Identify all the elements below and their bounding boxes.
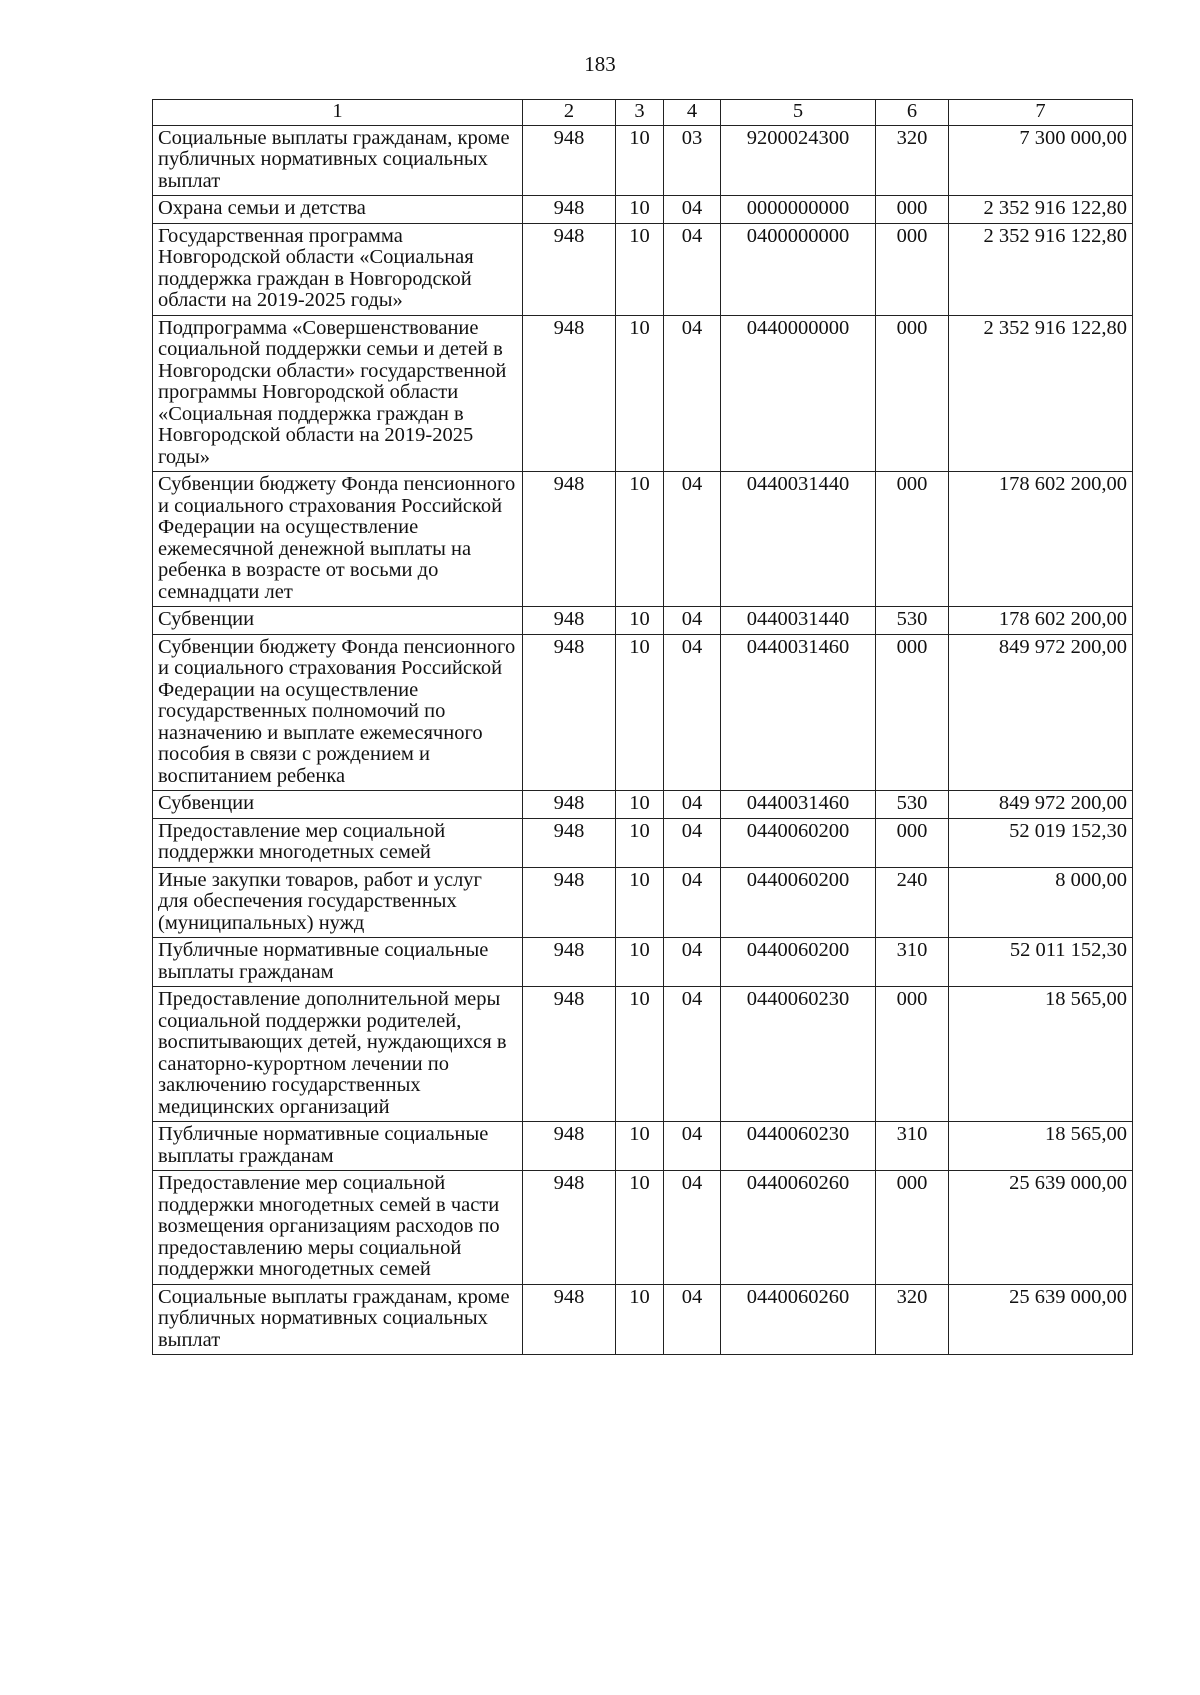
row-amount-cell: 2 352 916 122,80 (949, 315, 1133, 472)
row-expense-type-cell: 000 (876, 1171, 949, 1285)
row-expense-type-cell: 000 (876, 987, 949, 1122)
row-amount-cell: 18 565,00 (949, 987, 1133, 1122)
column-header-6: 6 (876, 100, 949, 126)
row-grbs-cell: 948 (523, 223, 616, 315)
row-grbs-cell: 948 (523, 1171, 616, 1285)
row-amount-cell: 7 300 000,00 (949, 125, 1133, 196)
row-subsection-cell: 04 (664, 472, 721, 607)
table-row (153, 1122, 1133, 1171)
row-section-cell: 10 (616, 1284, 664, 1355)
row-expense-type-cell: 000 (876, 634, 949, 791)
row-subsection-cell: 04 (664, 607, 721, 635)
row-name-cell: Социальные выплаты гражданам, кроме публичных нормативных социальных выплат (153, 125, 523, 196)
table-row (153, 607, 1133, 635)
row-subsection-cell: 04 (664, 315, 721, 472)
row-section-cell: 10 (616, 938, 664, 987)
table-row (153, 634, 1133, 791)
column-header-7: 7 (949, 100, 1133, 126)
row-grbs-cell: 948 (523, 634, 616, 791)
row-section-cell: 10 (616, 196, 664, 224)
row-section-cell: 10 (616, 987, 664, 1122)
row-grbs-cell: 948 (523, 938, 616, 987)
row-subsection-cell: 04 (664, 938, 721, 987)
row-grbs-cell: 948 (523, 1122, 616, 1171)
row-amount-cell: 178 602 200,00 (949, 472, 1133, 607)
row-grbs-cell: 948 (523, 315, 616, 472)
row-amount-cell: 2 352 916 122,80 (949, 223, 1133, 315)
table-row (153, 818, 1133, 867)
table-row (153, 987, 1133, 1122)
row-target-article-cell: 0440031440 (721, 472, 876, 607)
row-section-cell: 10 (616, 472, 664, 607)
table-row (153, 791, 1133, 819)
row-section-cell: 10 (616, 1122, 664, 1171)
row-section-cell: 10 (616, 223, 664, 315)
row-grbs-cell: 948 (523, 867, 616, 938)
row-target-article-cell: 0000000000 (721, 196, 876, 224)
column-header-1: 1 (153, 100, 523, 126)
row-grbs-cell: 948 (523, 818, 616, 867)
row-name-cell: Социальные выплаты гражданам, кроме публичных нормативных социальных выплат (153, 1284, 523, 1355)
column-header-5: 5 (721, 100, 876, 126)
row-expense-type-cell: 530 (876, 791, 949, 819)
row-section-cell: 10 (616, 818, 664, 867)
row-target-article-cell: 0440060230 (721, 1122, 876, 1171)
row-expense-type-cell: 320 (876, 1284, 949, 1355)
row-name-cell: Подпрограмма «Совершенствование социальной поддержки семьи и детей в Новгородски области» государственной программы Новгородской области «Социальная поддержка граждан в Новгородской области на 2019-2025 годы» (153, 315, 523, 472)
row-expense-type-cell: 000 (876, 223, 949, 315)
row-expense-type-cell: 320 (876, 125, 949, 196)
row-section-cell: 10 (616, 125, 664, 196)
table-row (153, 938, 1133, 987)
row-target-article-cell: 0440031460 (721, 791, 876, 819)
row-name-cell: Публичные нормативные социальные выплаты гражданам (153, 1122, 523, 1171)
row-section-cell: 10 (616, 634, 664, 791)
row-target-article-cell: 0440060230 (721, 987, 876, 1122)
row-amount-cell: 2 352 916 122,80 (949, 196, 1133, 224)
row-name-cell: Охрана семьи и детства (153, 196, 523, 224)
table-header-row (153, 100, 1133, 126)
row-amount-cell: 25 639 000,00 (949, 1171, 1133, 1285)
row-expense-type-cell: 000 (876, 196, 949, 224)
row-target-article-cell: 0440060260 (721, 1171, 876, 1285)
row-name-cell: Субвенции бюджету Фонда пенсионного и социального страхования Российской Федерации на осуществление государственных полномочий по назначению и выплате ежемесячного пособия в связи с рождением и воспитанием ребенка (153, 634, 523, 791)
row-expense-type-cell: 310 (876, 938, 949, 987)
row-subsection-cell: 04 (664, 791, 721, 819)
row-amount-cell: 849 972 200,00 (949, 634, 1133, 791)
row-grbs-cell: 948 (523, 472, 616, 607)
row-subsection-cell: 04 (664, 1122, 721, 1171)
row-grbs-cell: 948 (523, 196, 616, 224)
table-row (153, 196, 1133, 224)
row-amount-cell: 25 639 000,00 (949, 1284, 1133, 1355)
row-expense-type-cell: 000 (876, 818, 949, 867)
row-section-cell: 10 (616, 867, 664, 938)
table-row (153, 223, 1133, 315)
row-grbs-cell: 948 (523, 607, 616, 635)
row-expense-type-cell: 310 (876, 1122, 949, 1171)
row-amount-cell: 52 011 152,30 (949, 938, 1133, 987)
row-name-cell: Публичные нормативные социальные выплаты гражданам (153, 938, 523, 987)
row-subsection-cell: 04 (664, 634, 721, 791)
row-target-article-cell: 0440031440 (721, 607, 876, 635)
row-amount-cell: 8 000,00 (949, 867, 1133, 938)
row-subsection-cell: 04 (664, 818, 721, 867)
row-name-cell: Предоставление дополнительной меры социальной поддержки родителей, воспитывающих детей, нуждающихся в санаторно-курортном лечении по заключению государственных медицинских организаций (153, 987, 523, 1122)
row-grbs-cell: 948 (523, 791, 616, 819)
table-row (153, 315, 1133, 472)
column-header-4: 4 (664, 100, 721, 126)
row-grbs-cell: 948 (523, 1284, 616, 1355)
row-target-article-cell: 0440060200 (721, 867, 876, 938)
row-name-cell: Государственная программа Новгородской области «Социальная поддержка граждан в Новгородской области на 2019-2025 годы» (153, 223, 523, 315)
row-expense-type-cell: 240 (876, 867, 949, 938)
row-expense-type-cell: 530 (876, 607, 949, 635)
budget-table (152, 99, 1133, 1355)
row-expense-type-cell: 000 (876, 315, 949, 472)
row-target-article-cell: 0440031460 (721, 634, 876, 791)
row-subsection-cell: 04 (664, 1284, 721, 1355)
row-target-article-cell: 0400000000 (721, 223, 876, 315)
column-header-2: 2 (523, 100, 616, 126)
row-name-cell: Субвенции (153, 607, 523, 635)
row-name-cell: Субвенции (153, 791, 523, 819)
row-target-article-cell: 0440060260 (721, 1284, 876, 1355)
row-section-cell: 10 (616, 1171, 664, 1285)
row-target-article-cell: 0440000000 (721, 315, 876, 472)
table-row (153, 1171, 1133, 1285)
table-row (153, 125, 1133, 196)
row-section-cell: 10 (616, 315, 664, 472)
row-target-article-cell: 9200024300 (721, 125, 876, 196)
column-header-3: 3 (616, 100, 664, 126)
table-row (153, 472, 1133, 607)
row-name-cell: Субвенции бюджету Фонда пенсионного и социального страхования Российской Федерации на осуществление ежемесячной денежной выплаты на ребенка в возрасте от восьми до семнадцати лет (153, 472, 523, 607)
row-subsection-cell: 03 (664, 125, 721, 196)
row-subsection-cell: 04 (664, 867, 721, 938)
table-row (153, 867, 1133, 938)
row-expense-type-cell: 000 (876, 472, 949, 607)
row-subsection-cell: 04 (664, 196, 721, 224)
row-target-article-cell: 0440060200 (721, 938, 876, 987)
row-name-cell: Предоставление мер социальной поддержки многодетных семей (153, 818, 523, 867)
row-target-article-cell: 0440060200 (721, 818, 876, 867)
row-grbs-cell: 948 (523, 125, 616, 196)
row-amount-cell: 18 565,00 (949, 1122, 1133, 1171)
row-name-cell: Предоставление мер социальной поддержки многодетных семей в части возмещения организациям расходов по предоставлению меры социальной поддержки многодетных семей (153, 1171, 523, 1285)
row-subsection-cell: 04 (664, 223, 721, 315)
row-grbs-cell: 948 (523, 987, 616, 1122)
row-subsection-cell: 04 (664, 1171, 721, 1285)
row-amount-cell: 178 602 200,00 (949, 607, 1133, 635)
row-amount-cell: 849 972 200,00 (949, 791, 1133, 819)
row-section-cell: 10 (616, 791, 664, 819)
row-section-cell: 10 (616, 607, 664, 635)
row-amount-cell: 52 019 152,30 (949, 818, 1133, 867)
row-subsection-cell: 04 (664, 987, 721, 1122)
page-number: 183 (584, 52, 616, 76)
table-row (153, 1284, 1133, 1355)
row-name-cell: Иные закупки товаров, работ и услуг для обеспечения государственных (муниципальных) нужд (153, 867, 523, 938)
